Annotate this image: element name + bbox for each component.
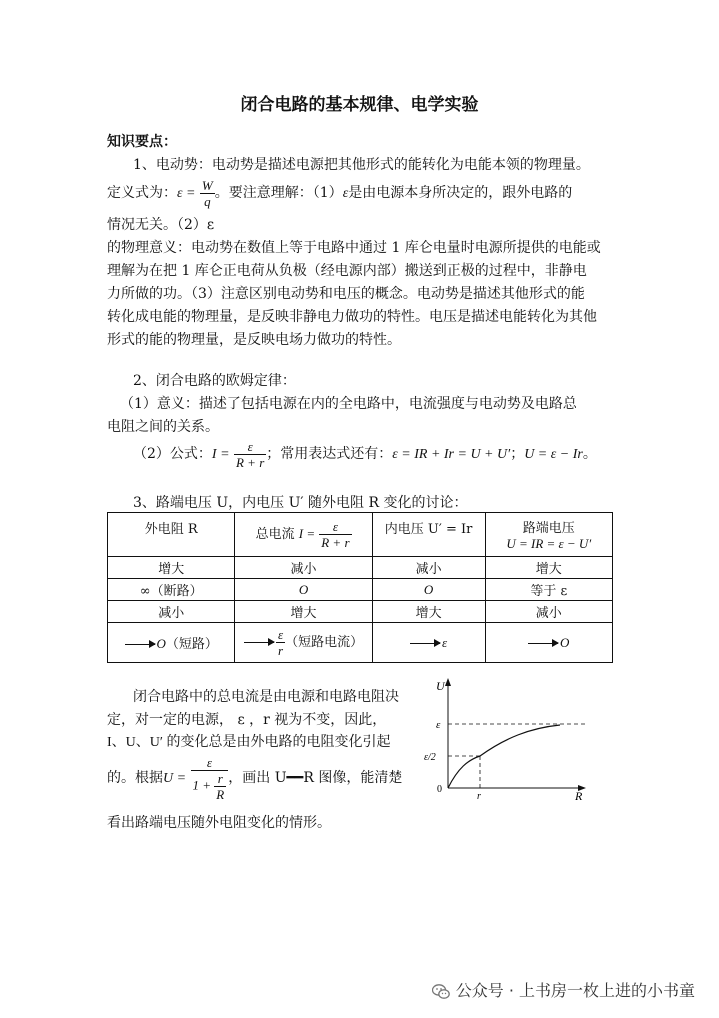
table-header-terminal-label: 路端电压 bbox=[522, 521, 575, 536]
y-tick-eps: ε bbox=[436, 719, 441, 731]
p1-line-2-text-a: 定义式为： bbox=[107, 185, 177, 201]
table-cell: 减小 bbox=[485, 601, 613, 623]
table-cell-short-circuit-r bbox=[108, 623, 235, 663]
p4-line-5: 看出路端电压随外电阻变化的情形。 bbox=[107, 815, 331, 831]
p1-line-2 bbox=[107, 176, 572, 210]
p4-terminal-fraction bbox=[191, 755, 229, 802]
table-cell: O bbox=[235, 579, 372, 601]
p4-inner-den: R bbox=[216, 786, 225, 802]
u-r-curve bbox=[448, 725, 560, 788]
p2-ohm-fraction bbox=[234, 439, 266, 470]
p4-formula-lhs: U = bbox=[163, 771, 187, 786]
table-header-inner-voltage: 内电压 U′ = Ir bbox=[372, 513, 485, 557]
p2-expression-1: ε = IR + Ir = U + U′ bbox=[392, 447, 511, 462]
short-frac-den: r bbox=[278, 643, 284, 658]
table-cell: 增大 bbox=[372, 601, 485, 623]
p2-expression-2: U = ε − Ir bbox=[524, 447, 583, 462]
table-frac-den: R + r bbox=[321, 535, 350, 550]
table-cell: 减小 bbox=[108, 601, 235, 623]
short-current-fraction bbox=[276, 627, 285, 658]
table-row bbox=[108, 601, 613, 623]
table-cell: 增大 bbox=[485, 557, 613, 579]
p1-eps-inline: ε bbox=[342, 186, 349, 201]
p1-line-5: 理解为在把 1 库仑正电荷从负极（经电源内部）搬送到正极的过程中，非静电 bbox=[107, 263, 587, 279]
y-axis-arrow-icon bbox=[445, 678, 451, 686]
p1-line-2-text-c: 是由电源本身所决定的，跟外电路的 bbox=[348, 185, 573, 201]
table-row bbox=[108, 557, 613, 579]
p1-frac-num: W bbox=[201, 177, 213, 193]
section-heading: 知识要点： bbox=[107, 134, 177, 150]
p2-line-4-text-b: ；常用表达式还有： bbox=[266, 446, 393, 462]
table-cell: 减小 bbox=[372, 557, 485, 579]
arrow-icon bbox=[244, 642, 274, 643]
arrow-icon bbox=[125, 644, 155, 645]
p1-line-1: 1、电动势：电动势是描述电源把其他形式的能转化为电能本领的物理量。 bbox=[133, 157, 590, 173]
footer-watermark bbox=[432, 978, 695, 1001]
p4-line-1: 闭合电路中的总电流是由电源和电路电阻决 bbox=[133, 689, 399, 705]
p1-eps-symbol: ε = bbox=[177, 186, 196, 201]
voltage-table bbox=[107, 512, 613, 663]
short-frac-num: ε bbox=[277, 627, 284, 642]
p4-frac-num: ε bbox=[191, 755, 229, 771]
table-header-current bbox=[235, 513, 372, 557]
table-cell-terminal-limit bbox=[485, 623, 613, 663]
p2-frac-num: ε bbox=[234, 439, 266, 455]
p4-line-3: I、U、U′ 的变化总是由外电路的电阻变化引起 bbox=[107, 735, 391, 750]
table-row-limit bbox=[108, 623, 613, 663]
table-cell: 增大 bbox=[108, 557, 235, 579]
table-header-terminal-formula: U = IR = ε − U′ bbox=[506, 536, 592, 551]
short-current-note: （短路电流） bbox=[285, 635, 364, 650]
p2-line-3: 电阻之间的关系。 bbox=[107, 419, 219, 435]
p1-line-2-text-b: 。要注意理解：（1） bbox=[214, 185, 343, 201]
p4-line-4-text-a: 的。根据 bbox=[107, 770, 163, 786]
wechat-icon bbox=[432, 984, 450, 1000]
p2-line-4-sep: ； bbox=[510, 446, 525, 462]
p2-frac-den: R + r bbox=[235, 454, 265, 470]
p4-inner-num: r bbox=[214, 771, 226, 787]
p4-line-4 bbox=[107, 750, 402, 806]
inner-limit-symbol: ε bbox=[442, 634, 448, 650]
footer-text: 公众号 · 上书房一枚上进的小书童 bbox=[455, 981, 695, 1000]
p4-line-4-text-b: ，画出 U━━R 图像，能清楚 bbox=[228, 770, 403, 786]
table-cell: O bbox=[372, 579, 485, 601]
table-header-current-fraction bbox=[319, 519, 351, 550]
arrow-icon bbox=[528, 643, 558, 644]
p3-line-1: 3、路端电压 U，内电压 U′ 随外电阻 R 变化的讨论： bbox=[133, 495, 468, 511]
p2-line-4-text-a: （2）公式： bbox=[133, 446, 212, 462]
p1-frac-den: q bbox=[204, 193, 211, 209]
y-tick-half-eps: ε/2 bbox=[424, 752, 436, 763]
y-axis-label: U bbox=[436, 679, 445, 693]
table-cell: 等于 ε bbox=[485, 579, 613, 601]
page-title: 闭合电路的基本规律、电学实验 bbox=[240, 95, 479, 115]
p1-line-3: 情况无关。（2）ε bbox=[107, 217, 215, 233]
p2-line-1: 2、闭合电路的欧姆定律： bbox=[133, 373, 296, 389]
x-axis-label: R bbox=[575, 789, 583, 802]
p1-line-6: 力所做的功。（3）注意区别电动势和电压的概念。电动势是描述其他形式的能 bbox=[107, 286, 585, 302]
limit-note: （短路） bbox=[165, 637, 218, 652]
x-tick-r: r bbox=[477, 791, 481, 802]
p2-line-4 bbox=[133, 436, 597, 472]
u-r-graph bbox=[420, 676, 600, 802]
p4-inner-fraction bbox=[214, 771, 226, 802]
p4-line-2: 定，对一定的电源， ε ，r 视为不变，因此， bbox=[107, 712, 387, 728]
p4-frac-den bbox=[191, 771, 229, 802]
p1-line-4: 的物理意义：电动势在数值上等于电路中通过 1 库仑电量时电源所提供的电能或 bbox=[107, 240, 601, 256]
table-header-resistance: 外电阻 R bbox=[108, 513, 235, 557]
table-cell: 减小 bbox=[235, 557, 372, 579]
table-row bbox=[108, 579, 613, 601]
table-header-current-sym: I = bbox=[298, 526, 316, 541]
p1-line-7: 转化成电能的物理量，是反映非静电力做功的特性。电压是描述电能转化为其他 bbox=[107, 309, 597, 325]
table-frac-num: ε bbox=[319, 519, 351, 535]
p2-line-4-end: 。 bbox=[582, 446, 597, 462]
table-cell: ∞（断路） bbox=[108, 579, 235, 601]
table-header-row bbox=[108, 513, 613, 557]
arrow-icon bbox=[410, 643, 440, 644]
table-cell: 增大 bbox=[235, 601, 372, 623]
p4-den-prefix: 1 + bbox=[192, 776, 212, 792]
p2-formula-lhs: I = bbox=[211, 447, 230, 462]
limit-symbol: O bbox=[156, 636, 166, 651]
terminal-limit-symbol: O bbox=[560, 634, 570, 650]
p1-line-8: 形式的能的物理量，是反映电场力做功的特性。 bbox=[107, 332, 401, 348]
origin-label: 0 bbox=[437, 784, 442, 795]
table-header-terminal-voltage bbox=[485, 513, 613, 557]
p2-line-2: （1）意义：描述了包括电源在内的全电路中，电流强度与电动势及电路总 bbox=[120, 396, 577, 412]
table-header-current-label: 总电流 bbox=[255, 527, 295, 542]
table-cell-inner-limit bbox=[372, 623, 485, 663]
table-cell-short-circuit-current bbox=[235, 623, 372, 663]
p1-definition-fraction bbox=[200, 178, 215, 209]
